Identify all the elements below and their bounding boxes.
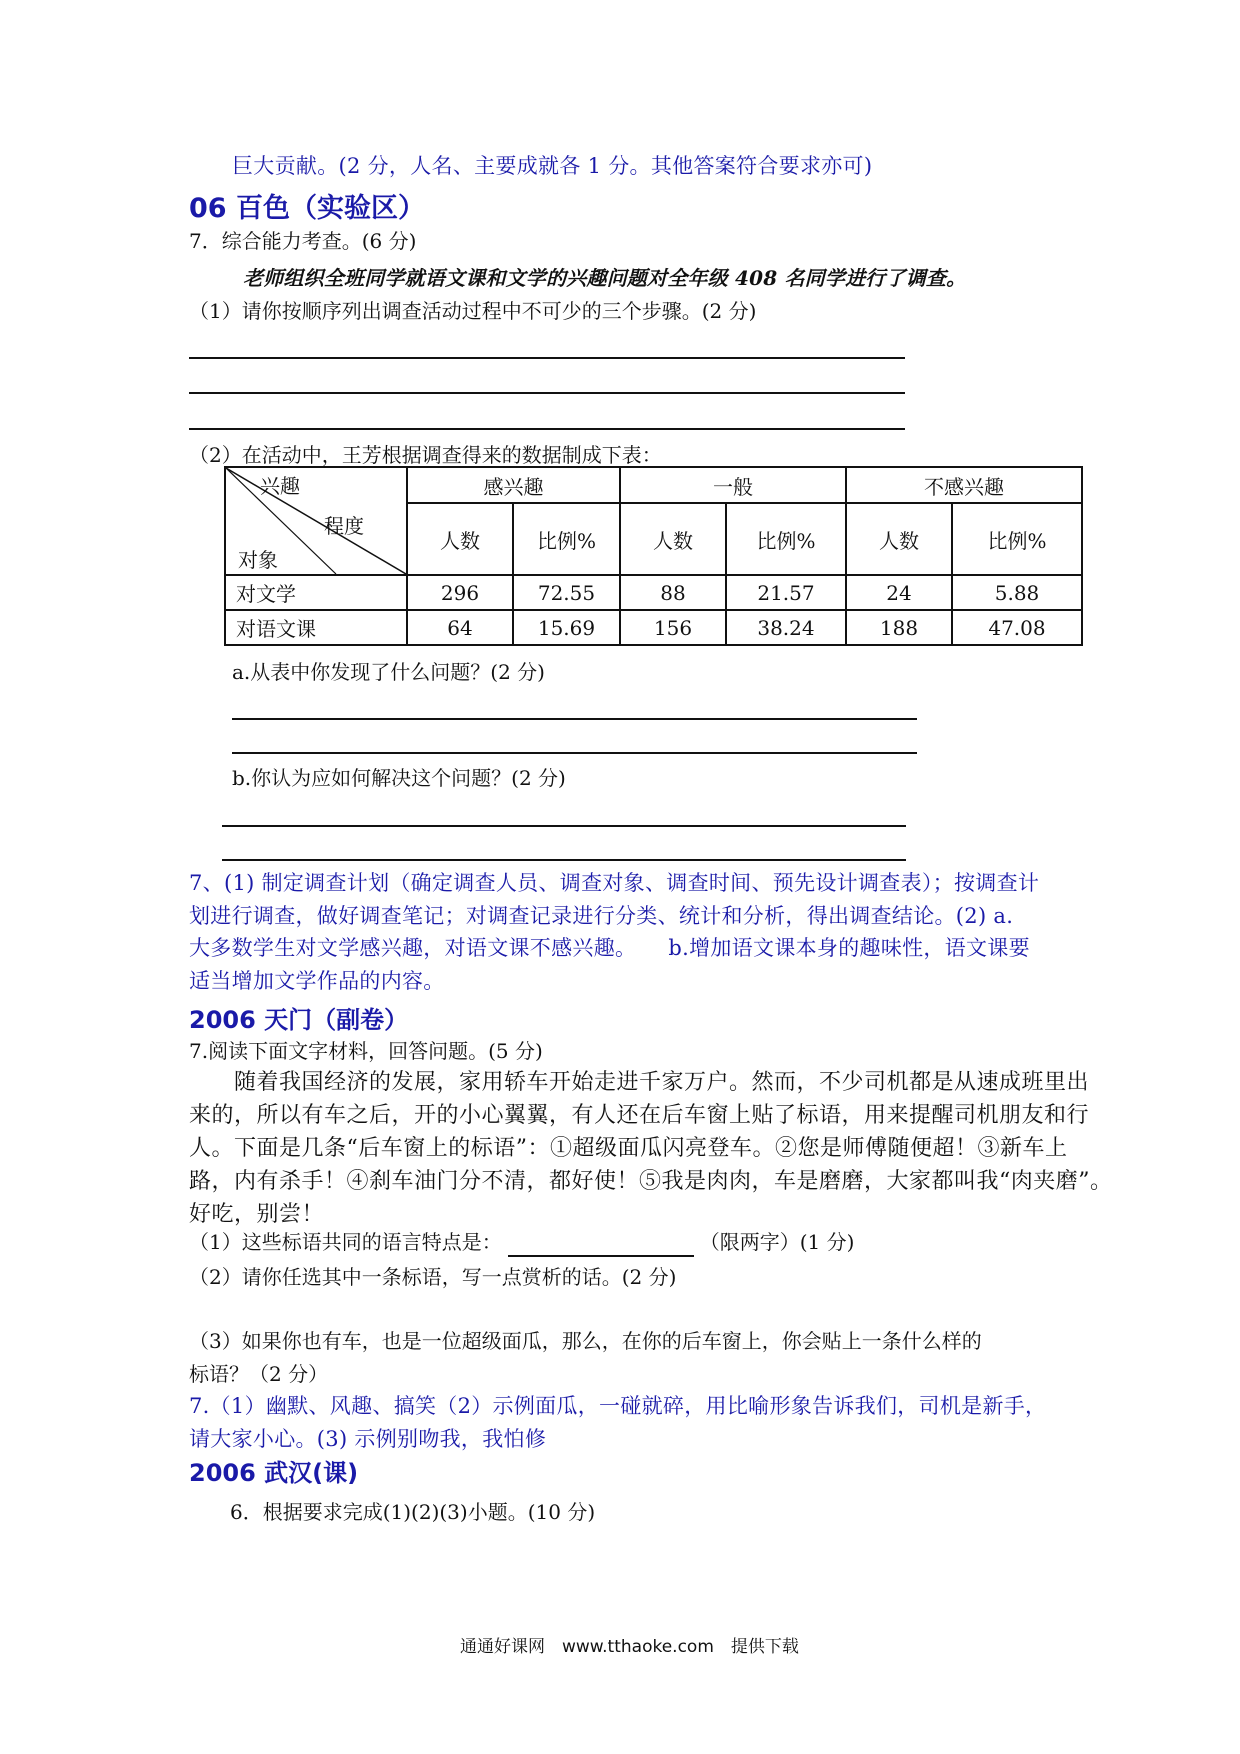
- sub-header: 人数: [846, 503, 952, 575]
- row-label: 对语文课: [225, 610, 407, 645]
- answer-blank-line: [232, 718, 917, 720]
- table-corner-cell: [225, 467, 407, 575]
- sub-header: 比例%: [726, 503, 846, 575]
- fill-in-blank: [508, 1231, 694, 1257]
- answer-line: 大多数学生对文学感兴趣，对语文课不感兴趣。 b.增加语文课本身的趣味性，语文课要: [189, 936, 1030, 960]
- passage-line: 来的，所以有车之后，开的小心翼翼，有人还在后车窗上贴了标语，用来提醒司机朋友和行: [189, 1103, 1090, 1128]
- table-cell: 5.88: [952, 575, 1082, 610]
- sub-header: 人数: [407, 503, 513, 575]
- question-2-tianmen: （2）请你任选其中一条标语，写一点赏析的话。(2 分): [189, 1265, 677, 1289]
- table-cell: 296: [407, 575, 513, 610]
- answer-blank-line: [222, 859, 906, 861]
- row-label: 对文学: [225, 575, 407, 610]
- table-cell: 156: [620, 610, 726, 645]
- answer-line: 适当增加文学作品的内容。: [189, 968, 445, 993]
- answer-blank-line: [189, 357, 905, 359]
- page-footer: 通通好课网 www.tthaoke.com 提供下载: [460, 1637, 799, 1657]
- table-cell: 64: [407, 610, 513, 645]
- answer-line: 划进行调查，做好调查笔记；对调查记录进行分类、统计和分析，得出调查结论。(2) a.: [189, 903, 1014, 928]
- passage-line: 人。下面是几条“后车窗上的标语”：①超级面瓜闪亮登车。②您是师傅随便超！③新车上: [189, 1136, 1068, 1161]
- corner-label-object: 对象: [238, 548, 278, 572]
- table-cell: 24: [846, 575, 952, 610]
- passage-line: 好吃，别尝！: [189, 1202, 325, 1227]
- sub-header: 人数: [620, 503, 726, 575]
- table-cell: 88: [620, 575, 726, 610]
- table-cell: 38.24: [726, 610, 846, 645]
- question-7-title: 7．综合能力考查。(6 分): [189, 229, 417, 253]
- answer-blank-line: [232, 752, 917, 754]
- table-cell: 72.55: [513, 575, 620, 610]
- answer-line: 7、(1) 制定调查计划（确定调查人员、调查对象、调查时间、预先设计调查表）；按调查计: [189, 871, 1040, 895]
- passage-line: 随着我国经济的发展，家用轿车开始走进千家万户。然而，不少司机都是从速成班里出: [189, 1070, 1090, 1095]
- section-heading-wuhan: 2006 武汉(课): [189, 1459, 359, 1487]
- top-answer: 巨大贡献。(2 分，人名、主要成就各 1 分。其他答案符合要求亦可): [232, 154, 873, 178]
- question-3-tianmen: [189, 1325, 982, 1391]
- question-6-wuhan: 6．根据要求完成(1)(2)(3)小题。(10 分): [230, 1500, 596, 1524]
- table-row: [225, 575, 1082, 610]
- question-text: （限两字）(1 分): [699, 1230, 855, 1254]
- answer-line: 7.（1）幽默、风趣、搞笑（2）示例面瓜，一碰就碎，用比喻形象告诉我们，司机是新手，: [189, 1394, 1047, 1418]
- reading-passage: [189, 1066, 1113, 1231]
- group-header: 感兴趣: [407, 467, 620, 503]
- question-line: （3）如果你也有车，也是一位超级面瓜，那么，在你的后车窗上，你会贴上一条什么样的: [189, 1329, 982, 1353]
- question-7-title-tianmen: 7.阅读下面文字材料，回答问题。(5 分): [189, 1039, 543, 1063]
- survey-table: [224, 466, 1083, 646]
- sub-header: 比例%: [952, 503, 1082, 575]
- section-heading-tianmen: 2006 天门（副卷）: [189, 1006, 409, 1034]
- corner-label-degree: 程度: [324, 514, 364, 538]
- survey-intro: 老师组织全班同学就语文课和文学的兴趣问题对全年级 408 名同学进行了调查。: [243, 266, 967, 290]
- group-header: 不感兴趣: [846, 467, 1082, 503]
- passage-line: 路，内有杀手！④刹车油门分不清，都好使！⑤我是肉肉，车是磨磨，大家都叫我“肉夹磨”。: [189, 1169, 1113, 1194]
- table-row: [225, 610, 1082, 645]
- sub-header: 比例%: [513, 503, 620, 575]
- corner-label-interest: 兴趣: [260, 474, 300, 498]
- table-cell: 21.57: [726, 575, 846, 610]
- question-b: b.你认为应如何解决这个问题？(2 分): [232, 766, 566, 790]
- answer-line: 请大家小心。(3) 示例别吻我，我怕修: [189, 1426, 547, 1451]
- question-line: 标语？（2 分）: [189, 1362, 329, 1386]
- question-1-tianmen: [189, 1227, 854, 1257]
- question-7-2: （2）在活动中，王芳根据调查得来的数据制成下表：: [189, 443, 662, 467]
- question-a: a.从表中你发现了什么问题？(2 分): [232, 660, 545, 684]
- section-heading-baise: 06 百色（实验区）: [189, 193, 425, 224]
- table-cell: 188: [846, 610, 952, 645]
- question-text: （1）这些标语共同的语言特点是：: [189, 1230, 502, 1254]
- answer-block-tianmen: [189, 1390, 1046, 1455]
- table-cell: 47.08: [952, 610, 1082, 645]
- answer-blank-line: [189, 428, 905, 430]
- answer-blank-line: [189, 392, 905, 394]
- question-7-1: （1）请你按顺序列出调查活动过程中不可少的三个步骤。(2 分): [189, 299, 757, 323]
- group-header: 一般: [620, 467, 846, 503]
- table-cell: 15.69: [513, 610, 620, 645]
- answer-blank-line: [222, 825, 906, 827]
- answer-block-7: [189, 867, 1039, 997]
